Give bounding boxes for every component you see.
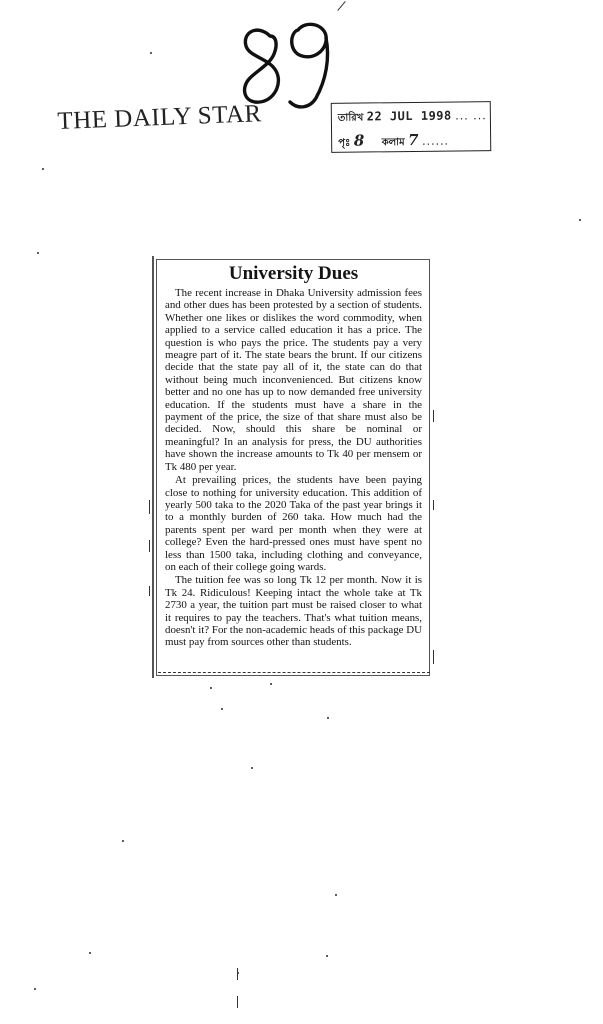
scan-mark (237, 968, 238, 980)
clipping-edge (152, 256, 154, 678)
scan-speck (335, 894, 337, 896)
scan-speck (210, 687, 212, 689)
scan-speck (326, 955, 328, 957)
scan-speck (221, 708, 223, 710)
article-clipping (156, 259, 430, 676)
scan-mark (337, 1, 345, 11)
stamp-page-row (338, 131, 449, 153)
scan-speck (270, 683, 272, 685)
stamp-page-value: 8 (353, 131, 365, 150)
stamp-date-label: তারিখ (337, 112, 364, 124)
scan-mark (149, 586, 150, 596)
archive-stamp (331, 101, 492, 153)
stamp-column-value: 7 (407, 130, 419, 150)
stamp-date-value: 22 JUL 1998 (366, 108, 452, 124)
scan-speck (37, 252, 39, 254)
scan-speck (34, 988, 36, 990)
clipping-bottom-edge (158, 672, 430, 674)
stamp-column-fill: ...... (421, 134, 450, 148)
stamp-date-fill: ... ... (455, 109, 487, 123)
scan-mark (149, 500, 150, 514)
scan-mark (237, 996, 238, 1008)
scan-mark (433, 500, 434, 510)
scan-speck (89, 952, 91, 954)
stamp-date-row (338, 108, 487, 128)
article-headline: University Dues (228, 263, 359, 284)
newspaper-masthead: THE DAILY STAR (56, 100, 263, 136)
stamp-page-label: পৃঃ (338, 137, 351, 149)
scan-mark (149, 540, 150, 552)
scan-speck (327, 717, 329, 719)
scan-mark (433, 650, 434, 664)
article-paragraph: The recent increase in Dhaka University admission fees and other dues has been protested by a section of students. Whether one likes or dislikes the word commodity, when applied to a service called education it has a price. The question is who pays the price. The students pay a very meagre part of it. The state bears the brunt. If our citizens decide that the state pay all of it, the state can do that without being much inconvenienced. But citizens know better and no one has up to now demanded free university education. If the students must have a share in the payment of the price, the size of that share must also be decided. Now, should this share be nominal or meaningful? In an analysis for press, the DU authorities have shown the increase amounts to Tk 40 per mensem or Tk 480 per year. (165, 287, 422, 473)
stamp-column-label: কলাম (381, 137, 405, 149)
scan-speck (122, 840, 124, 842)
scan-speck (579, 219, 581, 221)
scan-speck (42, 168, 44, 170)
scan-speck (251, 767, 253, 769)
scan-speck (150, 52, 152, 54)
article-paragraph: At prevailing prices, the students have been paying close to nothing for university education. This addition of yearly 500 taka to the 2020 Taka of the past year brings it to a monthly burden of 260 taka. How much had the parents spent per ward per month when they were at college? Even the hard-pressed ones must have spent no less than 1500 taka, including clothing and conveyance, on each of their college going wards. (165, 474, 422, 573)
article-paragraph: The tuition fee was so long Tk 12 per month. Now it is Tk 24. Ridiculous! Keeping intact the whole take at Tk 2730 a year, the tuition part must be raised closer to what it requires to pay the teachers. That's what tuition means, doesn't it? For the non-academic heads of this package DU must pay from sources other than students. (165, 574, 422, 649)
scan-mark (433, 410, 434, 422)
